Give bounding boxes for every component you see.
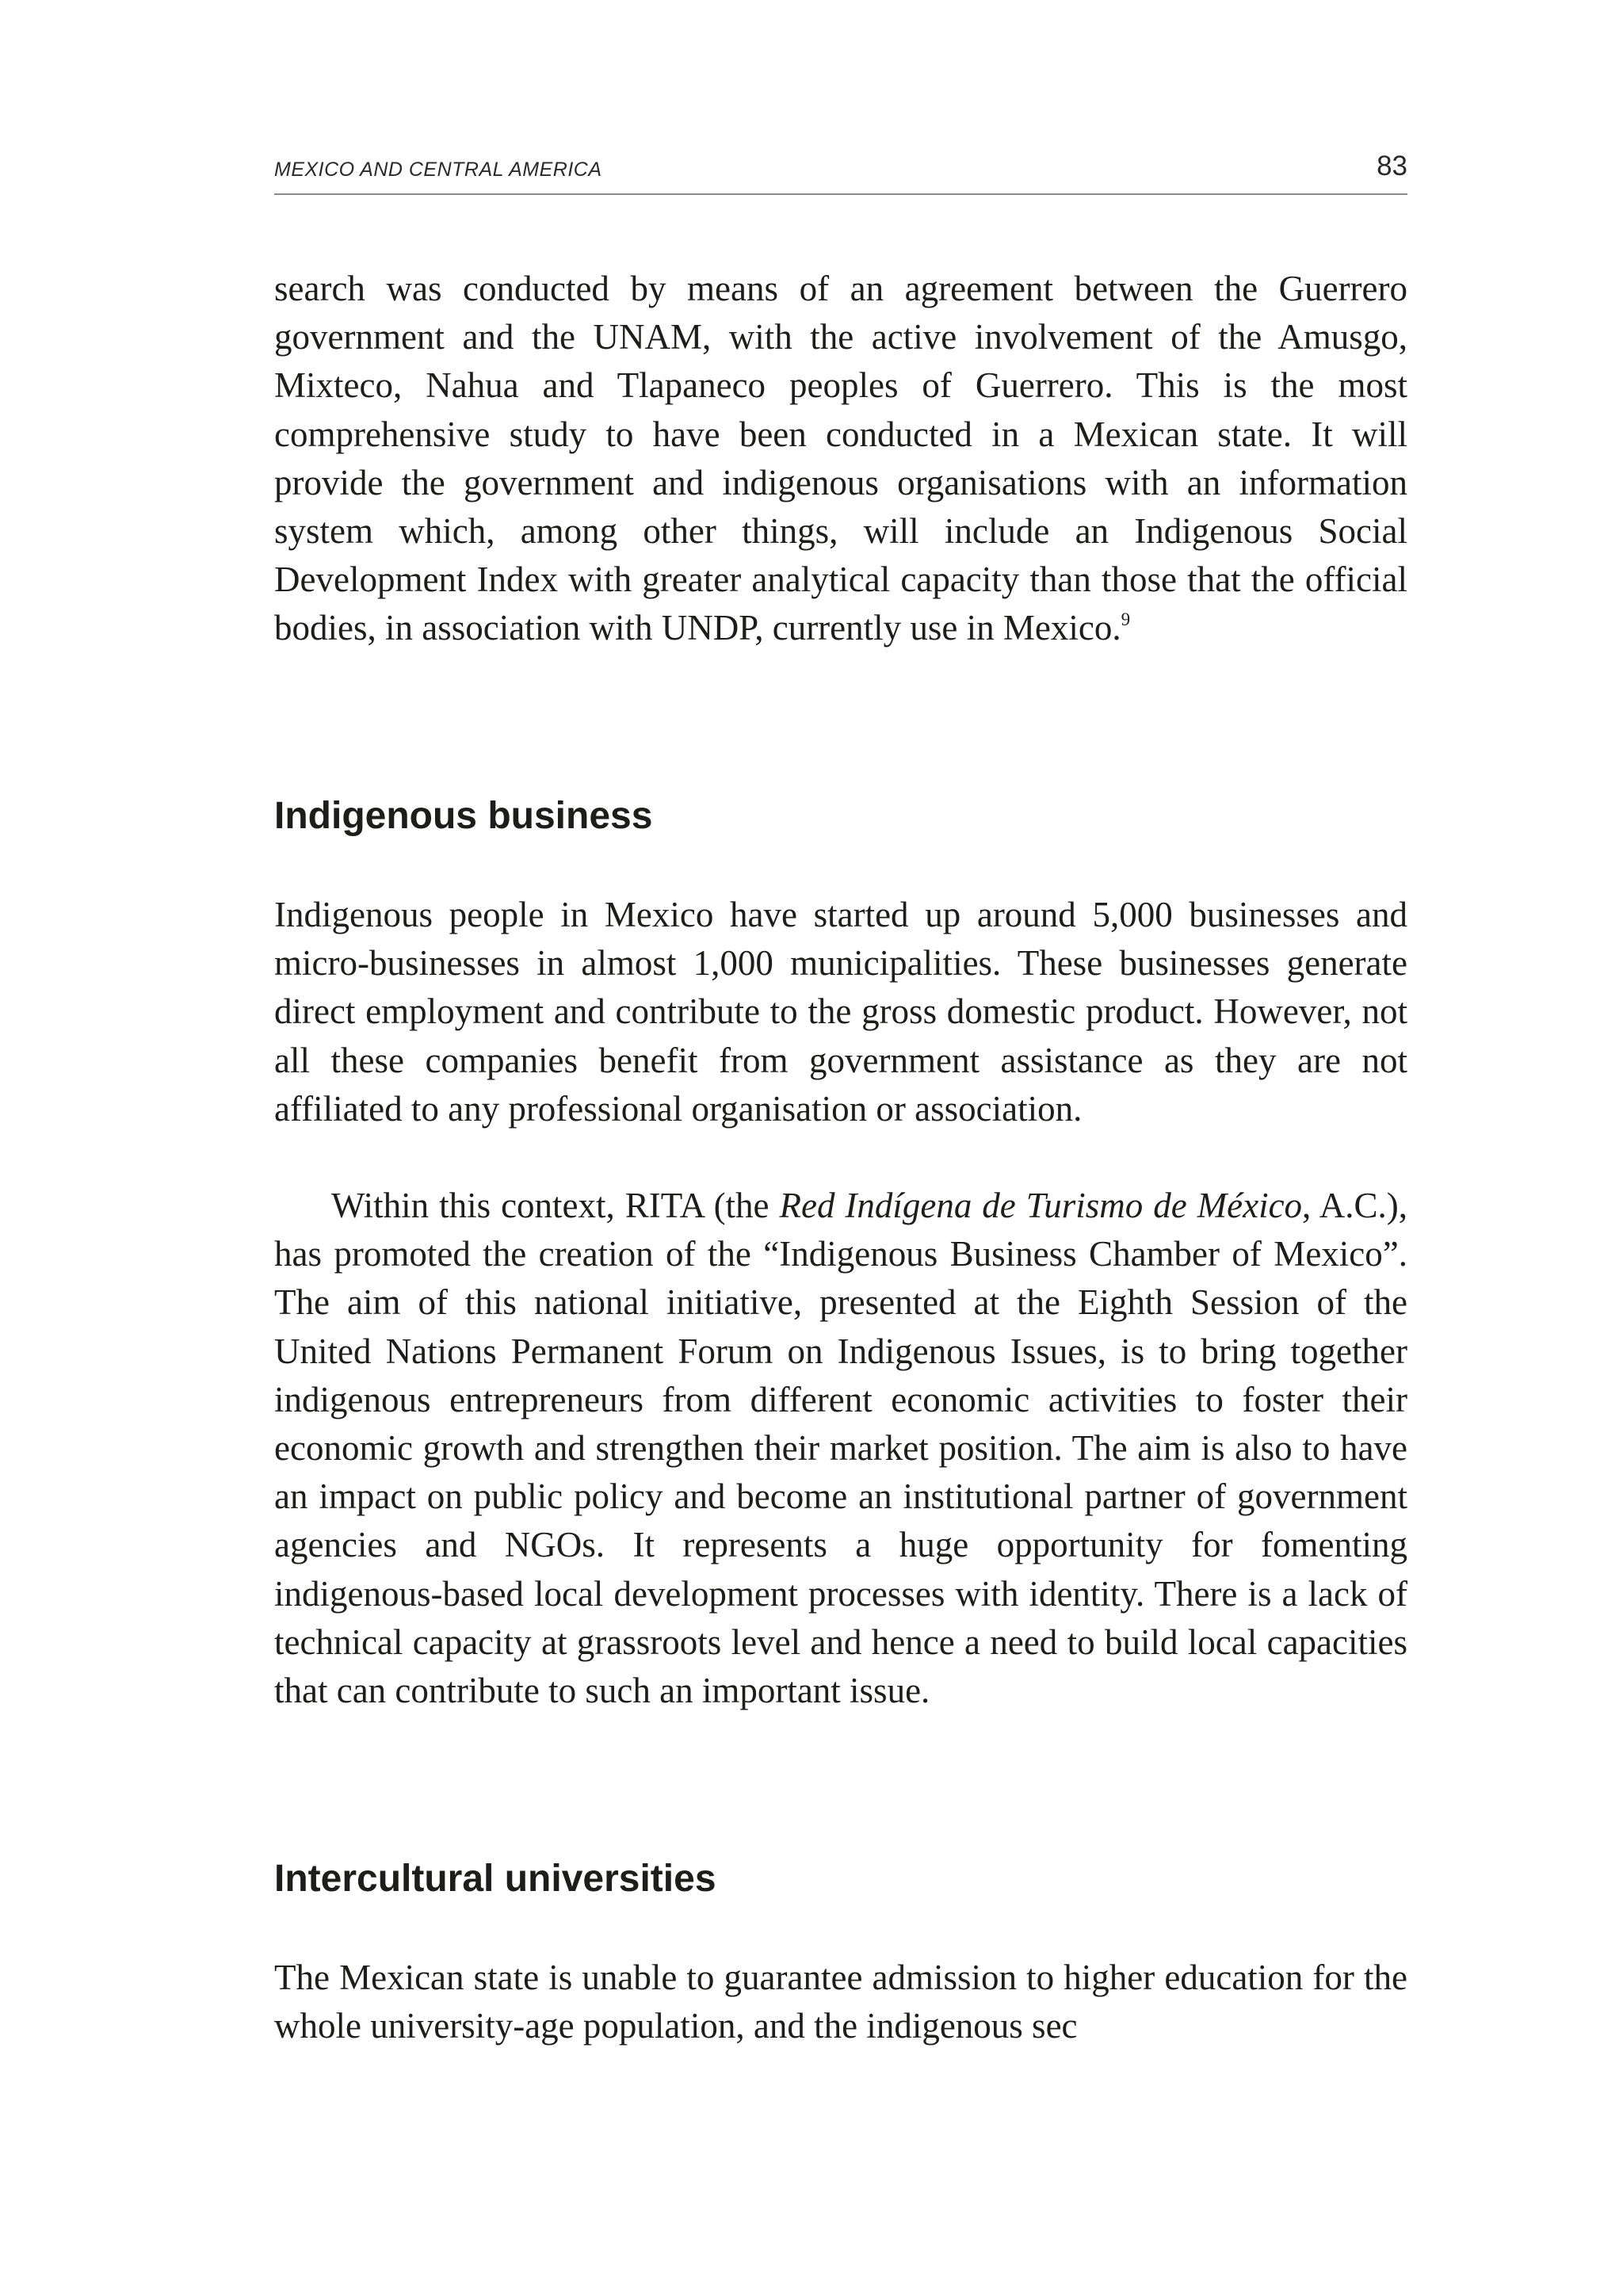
paragraph-rita <box>274 1182 1407 1715</box>
heading-indigenous-business: Indigenous business <box>274 795 653 837</box>
running-header <box>274 151 1407 195</box>
page-number: 83 <box>1377 151 1407 181</box>
heading-intercultural-universities: Intercultural universities <box>274 1858 716 1900</box>
paragraph-rita-text-start: Within this context, RITA (the <box>331 1186 780 1225</box>
paragraph-research-text: search was conducted by means of an agreement between the Guerrero government and the UNAM, with the active involvement of the Amusgo, Mixteco, Nahua and Tlapaneco peoples of Guerrero. This is the most comprehensive study to have been conducted in a Mexican state. It will provide the government and indigenous organisations with an information system which, among other things, will include an Indigenous Social Development Index with greater analytical capacity than those that the official bodies, in association with UNDP, currently use in Mexico. <box>274 269 1407 648</box>
paragraph-research <box>274 265 1407 653</box>
paragraph-intercultural-universities: The Mexican state is unable to guarantee admission to higher education for the whole university-age population, and the indigenous sec <box>274 1958 1407 2046</box>
document-page <box>274 0 1407 2296</box>
running-title: MEXICO AND CENTRAL AMERICA <box>274 159 602 181</box>
paragraph-indigenous-business: Indigenous people in Mexico have started up around 5,000 businesses and micro-businesses in almost 1,000 municipalities. These businesses generate direct employment and contribute to the gross domestic product. However, not all these companies benefit from government assistance as they are not affiliated to any professional organisation or association. <box>274 895 1407 1129</box>
paragraph-rita-italic: Red Indígena de Turismo de México <box>779 1186 1303 1225</box>
footnote-marker[interactable]: 9 <box>1121 609 1131 630</box>
paragraph-rita-text-end: , A.C.), has promoted the creation of the “Indigenous Business Chamber of Mexico”. The aim of this national initiative, presented at the Eighth Session of the United Nations Permanent Forum on Indigenous Issues, is to bring together indigenous entrepreneurs from different economic activities to foster their economic growth and strengthen their market position. The aim is also to have an impact on public policy and become an institutional partner of government agencies and NGOs. It represents a huge opportunity for fomenting indigenous-based local development processes with identity. There is a lack of technical capacity at grassroots level and hence a need to build local capacities that can contribute to such an important issue. <box>274 1186 1408 1711</box>
